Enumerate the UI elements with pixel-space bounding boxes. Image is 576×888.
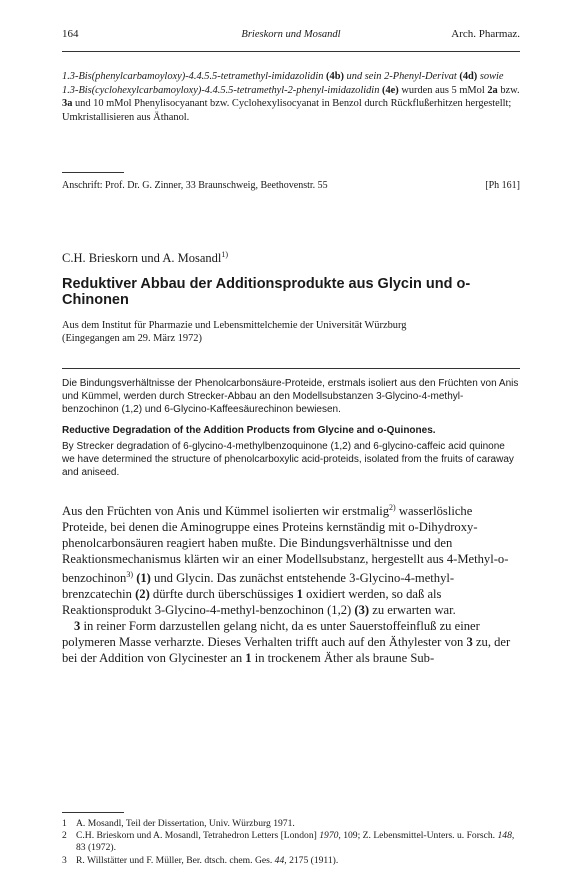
text-segment: , 83 (1972). (76, 830, 515, 854)
text-segment: 44 (274, 854, 285, 866)
text-segment: 3 (466, 635, 473, 650)
text-segment: zu, der bei der Addition von Glycinester an (62, 635, 511, 666)
text-segment: wasserlösliche Proteide, bei denen die Aminogruppe eines Proteins kernständig mit o-Dihydroxy-phenolcarbonsäuren reagiert haben mußte. Die Bindungsverhältnisse und den Reaktionsmechanismus klärten wir an einer Modellsubstanz, hergestellt aus 4-Methyl-o-benzochinon (62, 504, 509, 586)
institution (62, 319, 520, 345)
text-segment: und 10 mMol Phenylisocyanant bzw. Cyclohexylisocyanat in Benzol durch Rückflußerhitzen hergestellt; Umkristallisieren aus Äthanol. (62, 98, 512, 123)
body-paragraph-1 (62, 500, 520, 618)
text-segment: (2) (135, 587, 150, 602)
article-title: Reduktiver Abbau der Additionsprodukte aus Glycin und o-Chinonen (62, 276, 471, 308)
text-segment: in trockenem Äther als braune Sub- (251, 651, 435, 666)
footnote-number: 2 (62, 830, 67, 842)
text-segment: 3 (74, 619, 81, 634)
footnote-rule (62, 812, 124, 813)
text-segment: bzw. (497, 84, 520, 96)
text-segment: in reiner Form darzustellen gelang nicht, da es unter Sauerstoffeinfluß zu einer polymeren Masse verharzte. Dieses Verhalten trifft auch auf den Äthylester von (62, 619, 480, 650)
text-segment: (4e) (381, 84, 399, 96)
abstract-german: Die Bindungsverhältnisse der Phenolcarbonsäure-Proteide, erstmals isoliert aus den Früchten von Anis und Kümmel, werden durch Strecker-Abbau an den Modellsubstanzen 3-Glycino-4-methyl-benzochinon (1,2) und 6-Glycino-Kaffeesäurechinon bewiesen. (62, 378, 519, 415)
authors-text: C.H. Brieskorn und A. Mosandl (62, 251, 222, 266)
footnote (62, 830, 520, 854)
header-rule (62, 51, 520, 52)
text-segment: 2) (389, 503, 396, 512)
running-header (62, 28, 520, 46)
text-segment: (4b) (326, 71, 344, 82)
article-authors (62, 250, 228, 266)
abstract-english-title: Reductive Degradation of the Addition Products from Glycine and o-Quinones. (62, 425, 436, 436)
text-segment: 2a (487, 84, 498, 96)
author-footnote-mark: 1) (221, 250, 229, 259)
correspondence-address (62, 180, 520, 194)
running-header-authors: Brieskorn und Mosandl (241, 29, 341, 40)
text-segment: sowie 1.3-Bis(cyclohexylcarbamoyloxy)-4.4.5.5-tetramethyl-2-phenyl-imidazolidin (62, 71, 504, 96)
body-paragraph-2 (62, 618, 520, 666)
text-segment: wurden aus 5 mMol (398, 84, 488, 96)
text-segment: und Glycin. Das zunächst entstehende 3-Glycino-4-methyl-brenzcatechin (62, 571, 455, 602)
text-segment: 1 (245, 651, 252, 666)
text-segment: 1970 (319, 830, 339, 842)
footnote-number: 3 (62, 854, 67, 866)
text-segment: (1) (136, 571, 151, 586)
footnote (62, 818, 520, 830)
text-segment: 1 (296, 587, 303, 602)
text-segment: 148 (497, 830, 512, 842)
journal-name: Arch. Pharmaz. (451, 28, 520, 40)
text-segment: 1.3-Bis(phenylcarbamoyloxy)-4.4.5.5-tetramethyl-imidazolidin (62, 71, 327, 82)
text-segment: zu erwarten war. (369, 603, 456, 618)
article-code: [Ph 161] (485, 180, 520, 191)
institution-name: Aus dem Institut für Pharmazie und Lebensmittelchemie der Universität Würzburg (62, 320, 407, 331)
footnotes (62, 818, 520, 867)
abstract-english: By Strecker degradation of 6-glycino-4-methylbenzoquinone (1,2) and 6-glycino-caffeic acid quinone we have determined the structure of phenolcarboxylic acid-proteids, isolated from the fruits of caraway and aniseed. (62, 441, 514, 478)
article-body (62, 500, 520, 666)
text-segment: dürfte durch überschüssiges (149, 587, 297, 602)
address-text: Anschrift: Prof. Dr. G. Zinner, 33 Braunschweig, Beethovenstr. 55 (62, 180, 328, 191)
text-segment: , 109; Z. Lebensmittel-Unters. u. Forsch. (338, 830, 498, 842)
received-date: (Eingegangen am 29. März 1972) (62, 333, 202, 344)
abstract-rule (62, 368, 520, 369)
text-segment: (4d) (459, 71, 478, 82)
footnote (62, 855, 520, 867)
footnote-number: 1 (62, 818, 67, 829)
previous-article-text (62, 70, 520, 124)
text-segment: A. Mosandl, Teil der Dissertation, Univ. Würzburg 1971. (76, 818, 295, 829)
text-segment: C.H. Brieskorn und A. Mosandl, Tetrahedron Letters [London] (76, 830, 320, 842)
text-segment: 3) (126, 570, 134, 580)
text-segment: oxidiert werden, so daß als Reaktionsprodukt 3-Glycino-4-methyl-benzochinon (1,2) (62, 587, 442, 618)
text-segment: Aus den Früchten von Anis und Kümmel isolierten wir erstmalig (62, 504, 390, 519)
text-segment: 3a (62, 98, 73, 109)
text-segment: R. Willstätter und F. Müller, Ber. dtsch. chem. Ges. (76, 854, 275, 866)
text-segment: (3) (354, 603, 370, 618)
page-number: 164 (62, 28, 79, 40)
text-segment: und sein 2-Phenyl-Derivat (343, 71, 460, 82)
text-segment: , 2175 (1911). (284, 854, 339, 866)
address-rule (62, 172, 124, 173)
